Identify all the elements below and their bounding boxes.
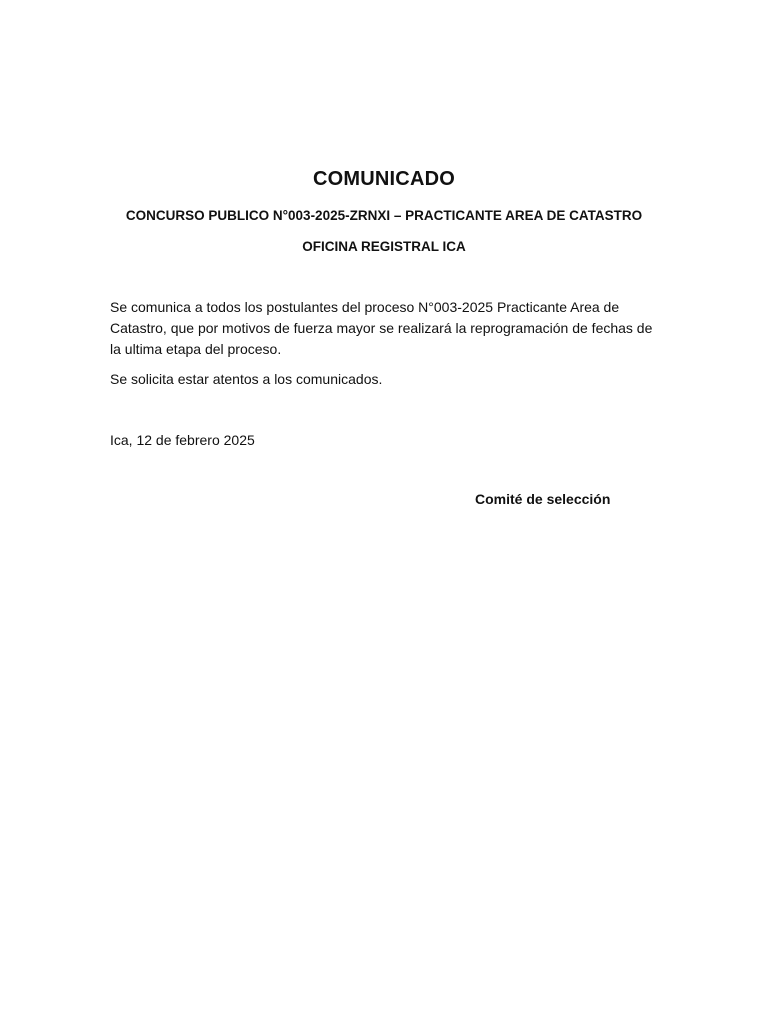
document-title: COMUNICADO — [313, 168, 455, 190]
request-paragraph: Se solicita estar atentos a los comunicados. — [110, 371, 383, 387]
date-line: Ica, 12 de febrero 2025 — [110, 432, 255, 448]
signature-committee: Comité de selección — [475, 491, 611, 507]
announcement-paragraph: Se comunica a todos los postulantes del proceso N°003-2025 Practicante Area de Catastro, que por motivos de fuerza mayor se realizará la reprogramación de fechas de la ultima etapa del proceso. — [110, 299, 653, 357]
document-subtitle-contest: CONCURSO PUBLICO N°003-2025-ZRNXI – PRACTICANTE AREA DE CATASTRO — [125, 208, 643, 223]
document-subtitle-office: OFICINA REGISTRAL ICA — [302, 239, 466, 254]
